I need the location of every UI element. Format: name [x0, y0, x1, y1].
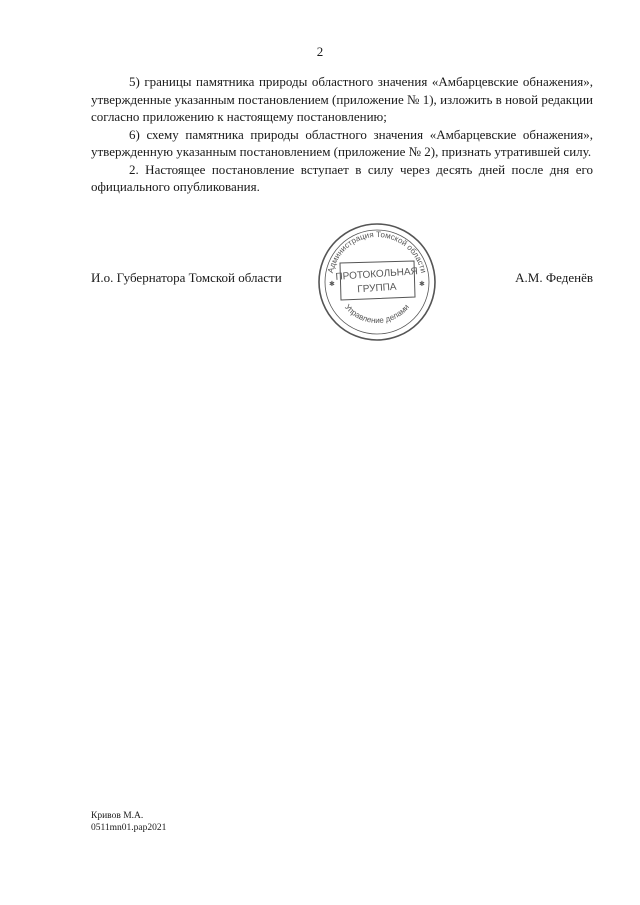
- star-icon: ✱: [419, 280, 425, 288]
- signatory-position: И.о. Губернатора Томской области: [91, 270, 282, 285]
- star-icon: ✱: [329, 280, 335, 288]
- file-code: 0511mn01.pap2021: [91, 823, 167, 833]
- paragraph-effective-date: 2. Настоящее постановление вступает в силу через десять дней после дня его официального опубликования.: [91, 161, 593, 194]
- document-footer: [91, 810, 166, 834]
- official-stamp: [316, 221, 438, 343]
- stamp-center-line2: ГРУППА: [356, 281, 397, 296]
- stamp-bottom-text: Управление делами: [342, 302, 412, 326]
- page-number: 2: [316, 44, 324, 59]
- document-body: [91, 73, 593, 196]
- stamp-center-line1: ПРОТОКОЛЬНАЯ: [335, 266, 419, 283]
- signatory-name: А.М. Феденёв: [515, 270, 593, 285]
- paragraph-item-5: 5) границы памятника природы областного значения «Амбарцевские обнажения», утвержденные указанным постановлением (приложение № 1), изложить в новой редакции согласно приложению к настоящему постановлению;: [91, 74, 593, 124]
- stamp-top-text: Администрация Томской области: [325, 229, 429, 274]
- author-name: Кривов М.А.: [91, 811, 144, 821]
- paragraph-item-6: 6) схему памятника природы областного значения «Амбарцевские обнажения», утвержденную указанным постановлением (приложение № 2), признать утратившей силу.: [91, 126, 593, 159]
